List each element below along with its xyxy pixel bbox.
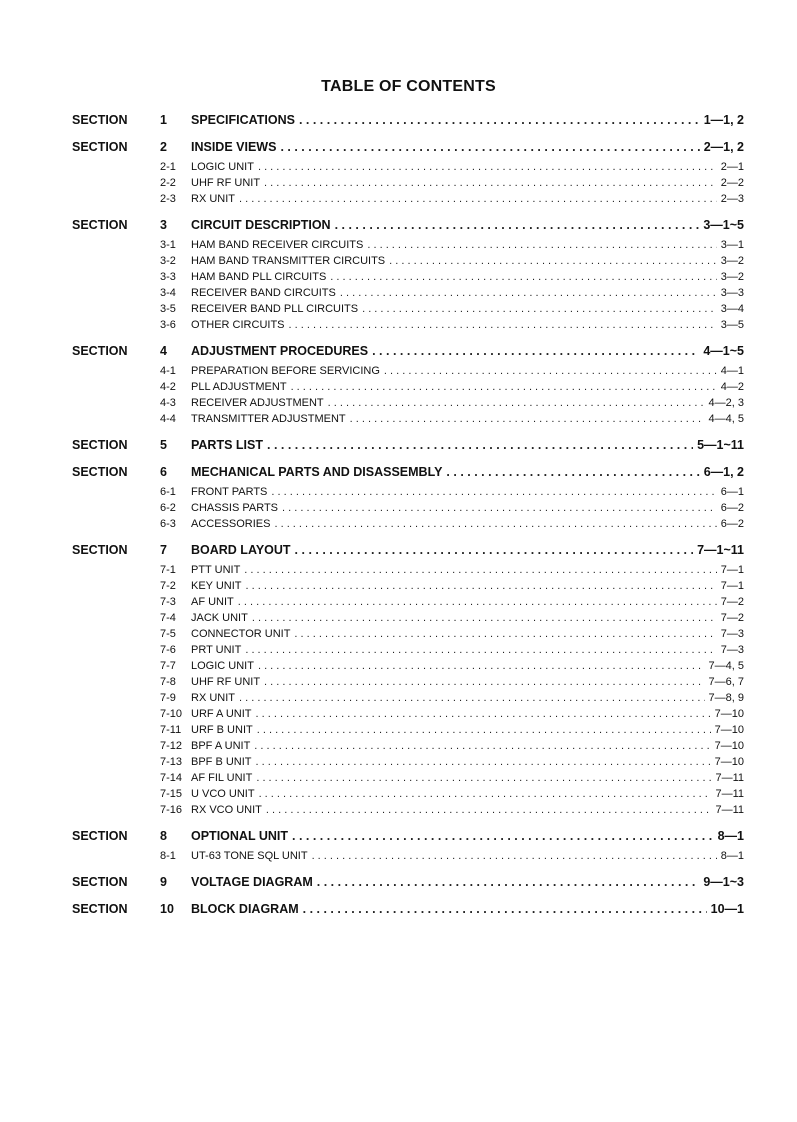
subsection-title: BPF B UNIT: [191, 756, 252, 768]
subsection-number: 6-2: [160, 502, 176, 514]
subsection-row[interactable]: [72, 804, 744, 820]
dot-leader: [274, 518, 716, 530]
subsection-number: 7-16: [160, 804, 183, 816]
dot-leader: [257, 724, 711, 736]
section-title: PARTS LIST: [191, 438, 263, 452]
dot-leader: [446, 465, 699, 479]
subsection-row[interactable]: [72, 518, 744, 534]
subsection-row[interactable]: [72, 239, 744, 255]
subsection-number: 7-7: [160, 660, 176, 672]
subsection-page: 7—1: [720, 564, 744, 576]
dot-leader: [292, 829, 714, 843]
dot-leader: [330, 271, 716, 283]
section-row[interactable]: [72, 902, 744, 920]
section-title: BOARD LAYOUT: [191, 543, 291, 557]
subsection-number: 4-4: [160, 413, 176, 425]
subsection-page: 3—4: [720, 303, 744, 315]
dot-leader: [244, 564, 716, 576]
subsection-title: FRONT PARTS: [191, 486, 268, 498]
dot-leader: [295, 543, 694, 557]
subsection-row[interactable]: [72, 708, 744, 724]
section-label: SECTION: [72, 829, 128, 843]
subsection-title: TRANSMITTER ADJUSTMENT: [191, 413, 346, 425]
subsection-number: 4-3: [160, 397, 176, 409]
section-label: SECTION: [72, 438, 128, 452]
section-row[interactable]: [72, 543, 744, 561]
dot-leader: [246, 580, 717, 592]
section-page: 3—1~5: [703, 218, 744, 232]
subsection-title: PREPARATION BEFORE SERVICING: [191, 365, 380, 377]
subsection-title: LOGIC UNIT: [191, 161, 254, 173]
dot-leader: [258, 161, 717, 173]
section-page: 9—1~3: [703, 875, 744, 889]
subsection-row[interactable]: [72, 676, 744, 692]
subsection-number: 3-2: [160, 255, 176, 267]
subsection-page: 2—2: [720, 177, 744, 189]
subsection-title: PRT UNIT: [191, 644, 242, 656]
section-row[interactable]: [72, 465, 744, 483]
subsection-number: 4-2: [160, 381, 176, 393]
subsection-title: HAM BAND PLL CIRCUITS: [191, 271, 327, 283]
section-title: BLOCK DIAGRAM: [191, 902, 299, 916]
section-page: 5—1~11: [697, 438, 744, 452]
subsection-title: KEY UNIT: [191, 580, 242, 592]
section-row[interactable]: [72, 438, 744, 456]
subsection-title: RECEIVER ADJUSTMENT: [191, 397, 324, 409]
subsection-row[interactable]: [72, 413, 744, 429]
subsection-list: [72, 161, 744, 209]
dot-leader: [264, 177, 717, 189]
subsection-row[interactable]: [72, 740, 744, 756]
subsection-row[interactable]: [72, 255, 744, 271]
subsection-row[interactable]: [72, 271, 744, 287]
section-page: 7—1~11: [697, 543, 744, 557]
subsection-title: UT-63 TONE SQL UNIT: [191, 850, 308, 862]
subsection-page: 4—4, 5: [708, 413, 744, 425]
section-label: SECTION: [72, 113, 128, 127]
subsection-number: 7-5: [160, 628, 176, 640]
subsection-title: ACCESSORIES: [191, 518, 271, 530]
subsection-number: 7-15: [160, 788, 183, 800]
dot-leader: [239, 193, 717, 205]
subsection-row[interactable]: [72, 177, 744, 193]
subsection-page: 6—2: [720, 502, 744, 514]
section-title: INSIDE VIEWS: [191, 140, 277, 154]
subsection-page: 3—1: [720, 239, 744, 251]
subsection-page: 7—3: [720, 644, 744, 656]
subsection-title: CHASSIS PARTS: [191, 502, 279, 514]
subsection-page: 7—10: [714, 756, 744, 768]
subsection-page: 7—1: [720, 580, 744, 592]
subsection-number: 2-2: [160, 177, 176, 189]
subsection-title: AF UNIT: [191, 596, 234, 608]
subsection-list: [72, 239, 744, 335]
subsection-title: U VCO UNIT: [191, 788, 255, 800]
subsection-title: URF B UNIT: [191, 724, 253, 736]
subsection-page: 4—2, 3: [708, 397, 744, 409]
subsection-number: 3-1: [160, 239, 176, 251]
subsection-row[interactable]: [72, 287, 744, 303]
subsection-title: RX UNIT: [191, 193, 235, 205]
section-row[interactable]: [72, 140, 744, 158]
dot-leader: [340, 287, 717, 299]
section-number: 3: [160, 218, 167, 232]
subsection-number: 4-1: [160, 365, 176, 377]
dot-leader: [245, 644, 716, 656]
section-number: 10: [160, 902, 174, 916]
subsection-title: RX UNIT: [191, 692, 235, 704]
subsection-list: [72, 365, 744, 429]
subsection-list: [72, 486, 744, 534]
subsection-number: 3-4: [160, 287, 176, 299]
subsection-page: 7—3: [720, 628, 744, 640]
subsection-page: 7—2: [720, 596, 744, 608]
section-row[interactable]: [72, 218, 744, 236]
section-title: ADJUSTMENT PROCEDURES: [191, 344, 369, 358]
dot-leader: [335, 218, 700, 232]
subsection-page: 7—10: [714, 740, 744, 752]
dot-leader: [303, 902, 707, 916]
dot-leader: [299, 113, 700, 127]
section-title: OPTIONAL UNIT: [191, 829, 288, 843]
section-page: 2—1, 2: [703, 140, 744, 154]
subsection-page: 2—3: [720, 193, 744, 205]
subsection-row[interactable]: [72, 628, 744, 644]
section-number: 6: [160, 465, 167, 479]
dot-leader: [328, 397, 705, 409]
dot-leader: [238, 596, 717, 608]
section-label: SECTION: [72, 465, 128, 479]
subsection-title: PLL ADJUSTMENT: [191, 381, 287, 393]
subsection-number: 3-3: [160, 271, 176, 283]
subsection-row[interactable]: [72, 850, 744, 866]
subsection-number: 7-1: [160, 564, 176, 576]
section-label: SECTION: [72, 218, 128, 232]
dot-leader: [254, 740, 710, 752]
dot-leader: [291, 381, 717, 393]
subsection-row[interactable]: [72, 502, 744, 518]
table-of-contents: [72, 113, 744, 920]
subsection-page: 7—11: [715, 788, 744, 800]
subsection-list: [72, 564, 744, 820]
subsection-number: 7-10: [160, 708, 183, 720]
subsection-row[interactable]: [72, 612, 744, 628]
subsection-row[interactable]: [72, 381, 744, 397]
section-label: SECTION: [72, 543, 128, 557]
subsection-row[interactable]: [72, 756, 744, 772]
subsection-number: 6-3: [160, 518, 176, 530]
subsection-number: 7-4: [160, 612, 176, 624]
subsection-title: RECEIVER BAND PLL CIRCUITS: [191, 303, 359, 315]
subsection-page: 3—2: [720, 271, 744, 283]
dot-leader: [252, 612, 717, 624]
dot-leader: [239, 692, 705, 704]
dot-leader: [289, 319, 717, 331]
subsection-title: AF FIL UNIT: [191, 772, 253, 784]
subsection-number: 7-11: [160, 724, 182, 736]
section-number: 7: [160, 543, 167, 557]
subsection-page: 7—2: [720, 612, 744, 624]
dot-leader: [294, 628, 716, 640]
subsection-page: 4—1: [720, 365, 744, 377]
section-page: 10—1: [710, 902, 744, 916]
subsection-row[interactable]: [72, 564, 744, 580]
section-row[interactable]: [72, 113, 744, 131]
subsection-number: 6-1: [160, 486, 176, 498]
section-number: 2: [160, 140, 167, 154]
subsection-page: 4—2: [720, 381, 744, 393]
subsection-page: 7—11: [715, 804, 744, 816]
subsection-page: 7—6, 7: [708, 676, 744, 688]
page-title: TABLE OF CONTENTS: [321, 78, 496, 95]
dot-leader: [258, 660, 705, 672]
section-number: 9: [160, 875, 167, 889]
subsection-row[interactable]: [72, 319, 744, 335]
subsection-row[interactable]: [72, 161, 744, 177]
subsection-title: HAM BAND TRANSMITTER CIRCUITS: [191, 255, 386, 267]
subsection-row[interactable]: [72, 596, 744, 612]
subsection-title: URF A UNIT: [191, 708, 252, 720]
subsection-number: 7-3: [160, 596, 176, 608]
subsection-row[interactable]: [72, 580, 744, 596]
subsection-row[interactable]: [72, 303, 744, 319]
subsection-row[interactable]: [72, 397, 744, 413]
subsection-number: 7-9: [160, 692, 176, 704]
section-number: 1: [160, 113, 167, 127]
section-number: 5: [160, 438, 167, 452]
dot-leader: [266, 804, 712, 816]
dot-leader: [367, 239, 716, 251]
section-page: 1—1, 2: [703, 113, 744, 127]
dot-leader: [372, 344, 699, 358]
subsection-number: 7-12: [160, 740, 183, 752]
section-title: VOLTAGE DIAGRAM: [191, 875, 313, 889]
dot-leader: [312, 850, 717, 862]
dot-leader: [362, 303, 717, 315]
dot-leader: [259, 788, 712, 800]
subsection-number: 7-2: [160, 580, 176, 592]
subsection-row[interactable]: [72, 724, 744, 740]
subsection-page: 3—2: [720, 255, 744, 267]
subsection-row[interactable]: [72, 660, 744, 676]
subsection-row[interactable]: [72, 772, 744, 788]
dot-leader: [271, 486, 716, 498]
subsection-page: 8—1: [720, 850, 744, 862]
dot-leader: [256, 756, 711, 768]
subsection-row[interactable]: [72, 644, 744, 660]
subsection-title: LOGIC UNIT: [191, 660, 254, 672]
dot-leader: [256, 708, 711, 720]
section-number: 8: [160, 829, 167, 843]
subsection-title: UHF RF UNIT: [191, 177, 261, 189]
subsection-number: 7-6: [160, 644, 176, 656]
subsection-number: 8-1: [160, 850, 176, 862]
subsection-title: BPF A UNIT: [191, 740, 251, 752]
subsection-number: 7-14: [160, 772, 183, 784]
dot-leader: [317, 875, 700, 889]
subsection-title: UHF RF UNIT: [191, 676, 261, 688]
section-label: SECTION: [72, 902, 128, 916]
subsection-page: 7—10: [714, 724, 744, 736]
dot-leader: [256, 772, 711, 784]
subsection-title: HAM BAND RECEIVER CIRCUITS: [191, 239, 364, 251]
subsection-number: 2-3: [160, 193, 176, 205]
section-row[interactable]: [72, 829, 744, 847]
subsection-row[interactable]: [72, 193, 744, 209]
dot-leader: [389, 255, 717, 267]
dot-leader: [264, 676, 704, 688]
section-row[interactable]: [72, 875, 744, 893]
subsection-page: 2—1: [720, 161, 744, 173]
section-number: 4: [160, 344, 167, 358]
subsection-number: 3-6: [160, 319, 176, 331]
subsection-page: 6—2: [720, 518, 744, 530]
subsection-title: JACK UNIT: [191, 612, 248, 624]
section-row[interactable]: [72, 344, 744, 362]
section-label: SECTION: [72, 875, 128, 889]
subsection-title: PTT UNIT: [191, 564, 241, 576]
subsection-page: 6—1: [720, 486, 744, 498]
dot-leader: [267, 438, 693, 452]
subsection-number: 2-1: [160, 161, 176, 173]
subsection-number: 3-5: [160, 303, 176, 315]
subsection-page: 7—8, 9: [708, 692, 744, 704]
subsection-title: RECEIVER BAND CIRCUITS: [191, 287, 336, 299]
subsection-row[interactable]: [72, 788, 744, 804]
dot-leader: [350, 413, 705, 425]
subsection-number: 7-8: [160, 676, 176, 688]
section-page: 8—1: [717, 829, 744, 843]
subsection-page: 3—3: [720, 287, 744, 299]
subsection-page: 7—4, 5: [708, 660, 744, 672]
section-title: SPECIFICATIONS: [191, 113, 295, 127]
section-page: 6—1, 2: [703, 465, 744, 479]
dot-leader: [280, 140, 699, 154]
subsection-title: RX VCO UNIT: [191, 804, 262, 816]
section-page: 4—1~5: [703, 344, 744, 358]
subsection-list: [72, 850, 744, 866]
dot-leader: [282, 502, 717, 514]
subsection-title: CONNECTOR UNIT: [191, 628, 291, 640]
subsection-row[interactable]: [72, 486, 744, 502]
subsection-number: 7-13: [160, 756, 183, 768]
section-label: SECTION: [72, 344, 128, 358]
subsection-row[interactable]: [72, 365, 744, 381]
subsection-page: 7—10: [714, 708, 744, 720]
subsection-row[interactable]: [72, 692, 744, 708]
section-title: CIRCUIT DESCRIPTION: [191, 218, 331, 232]
subsection-title: OTHER CIRCUITS: [191, 319, 285, 331]
section-title: MECHANICAL PARTS AND DISASSEMBLY: [191, 465, 443, 479]
subsection-page: 3—5: [720, 319, 744, 331]
subsection-page: 7—11: [715, 772, 744, 784]
dot-leader: [384, 365, 717, 377]
section-label: SECTION: [72, 140, 128, 154]
